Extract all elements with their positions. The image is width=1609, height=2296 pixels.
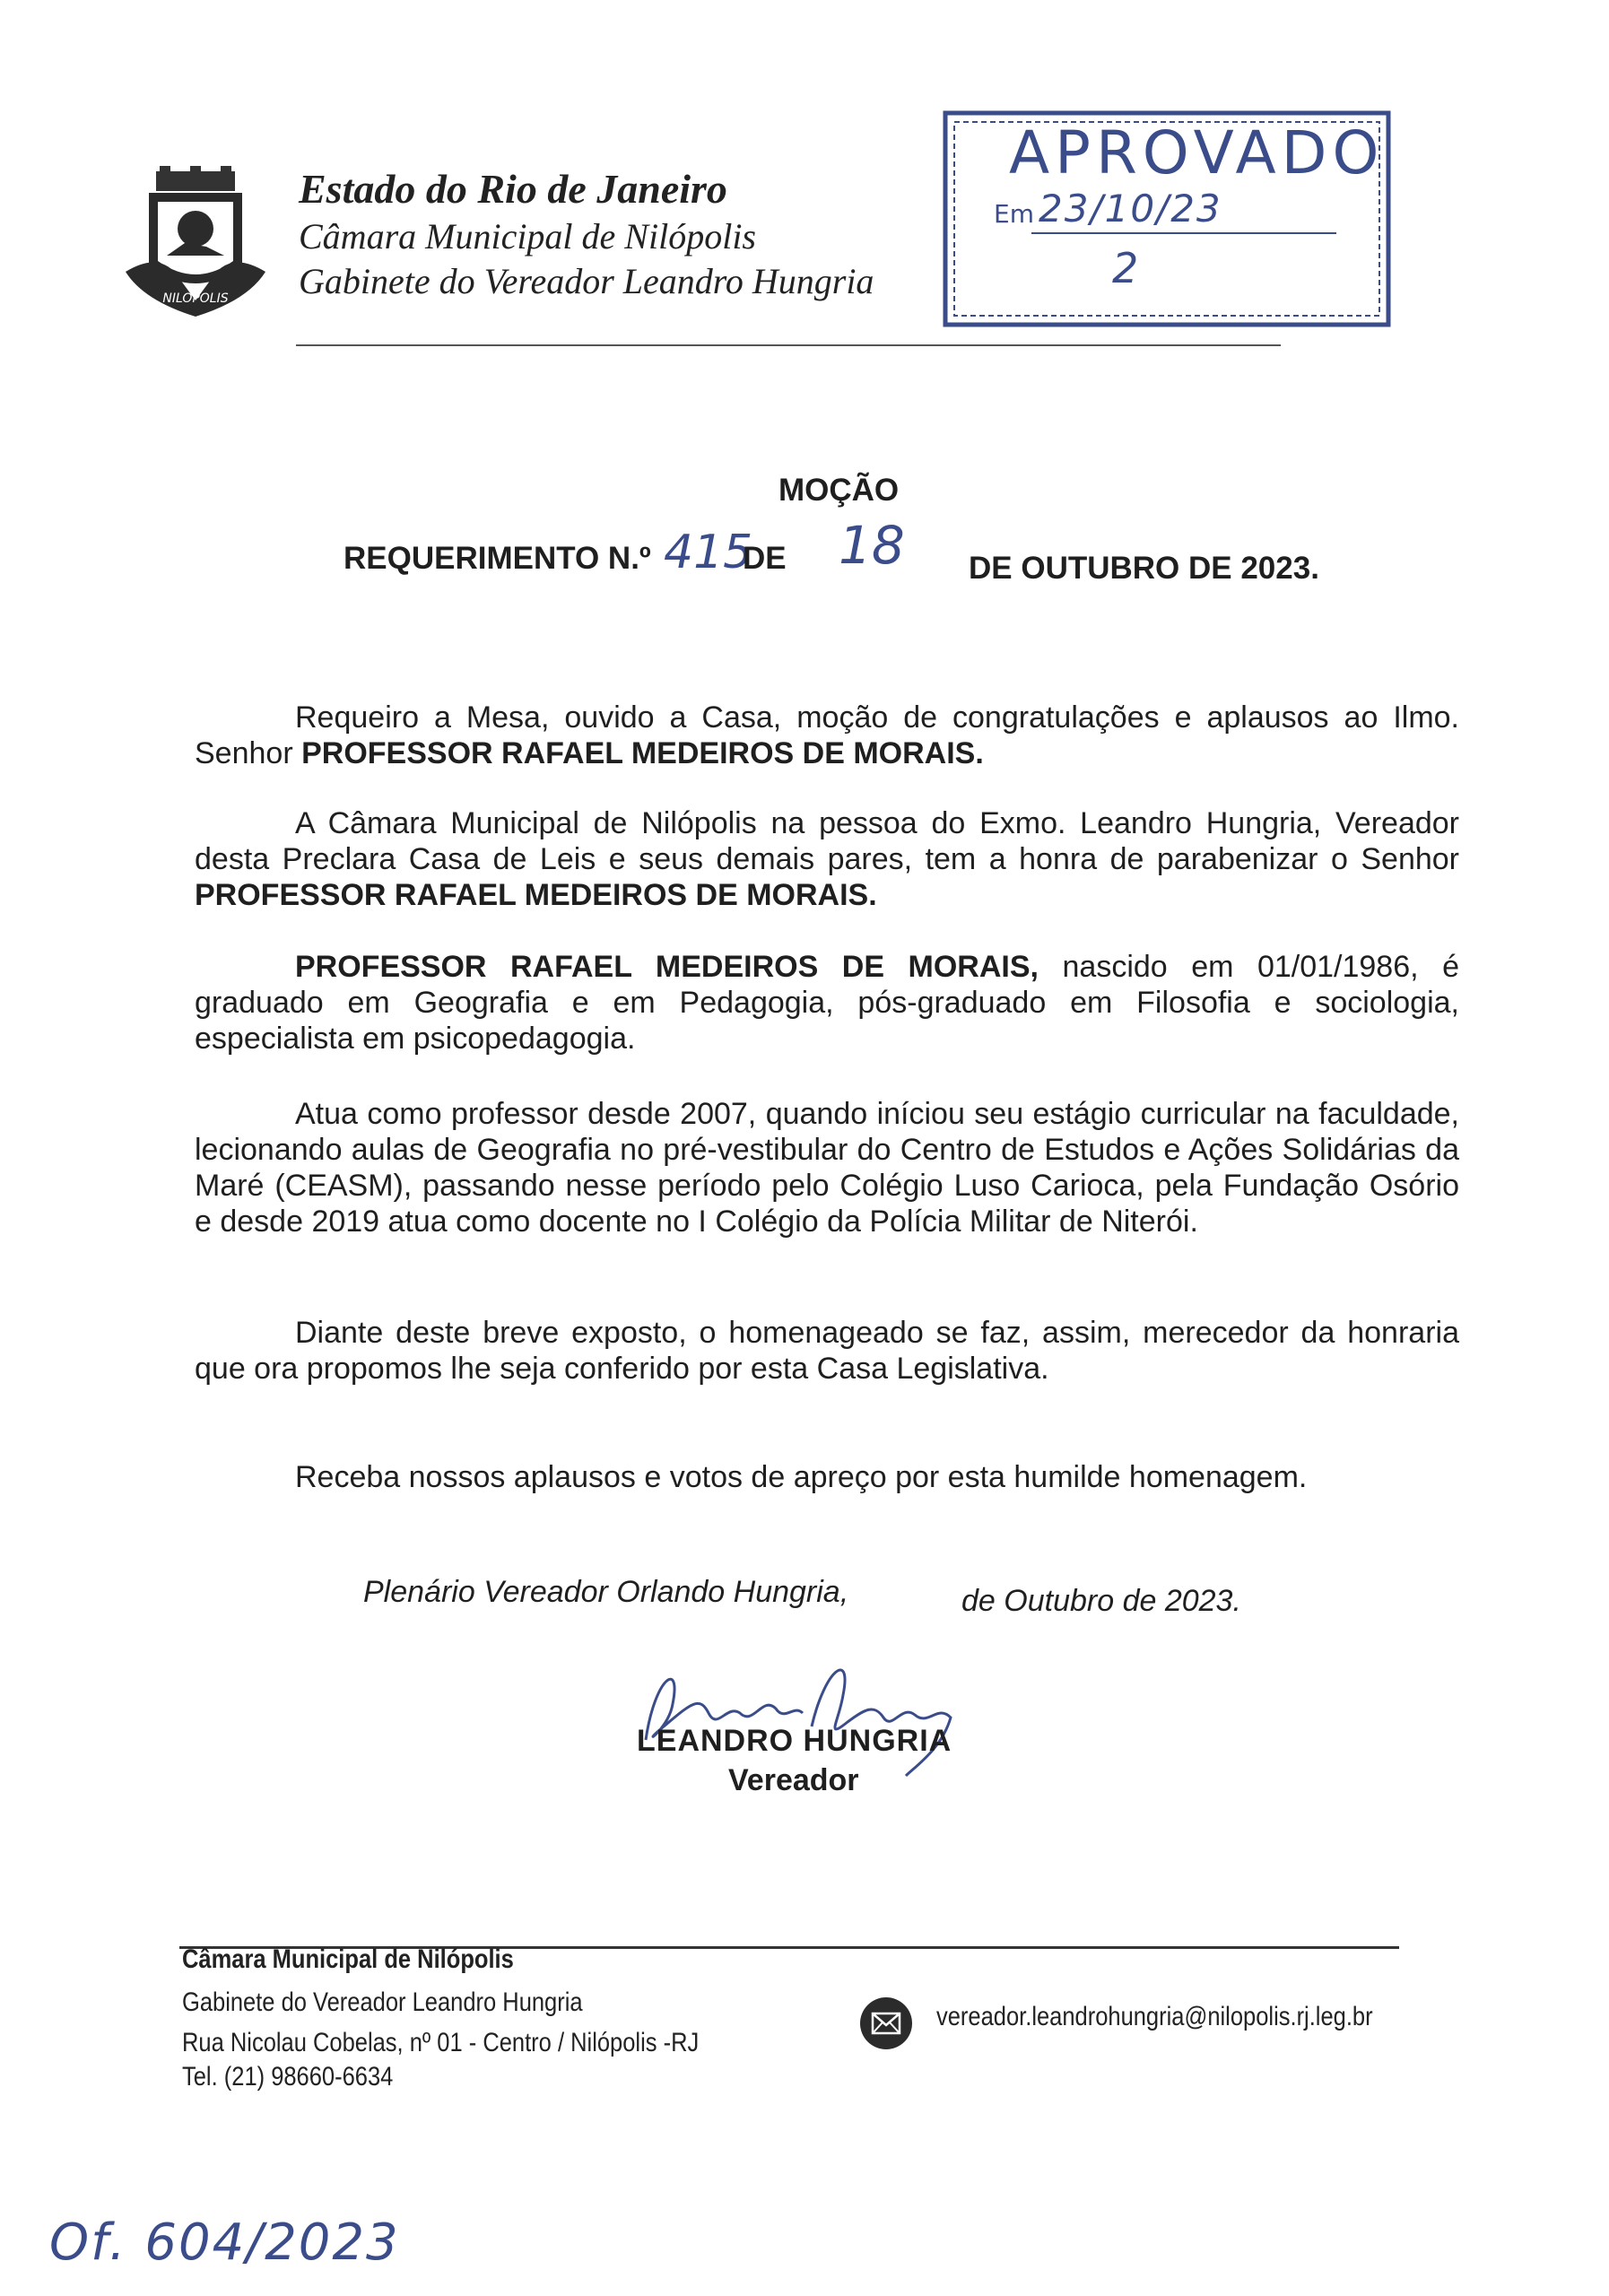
- footer-phone: Tel. (21) 98660-6634: [182, 2062, 394, 2092]
- requerimento-label: REQUERIMENTO N.º: [344, 541, 651, 576]
- paragraph-request: Requeiro a Mesa, ouvido a Casa, moção de congratulações e aplausos ao Ilmo. Senhor PROFESSOR RAFAEL MEDEIROS DE MORAIS.: [195, 700, 1459, 770]
- footer-email: vereador.leandrohungria@nilopolis.rj.leg.br: [936, 2002, 1373, 2031]
- paragraph-biography: PROFESSOR RAFAEL MEDEIROS DE MORAIS, nascido em 01/01/1986, é graduado em Geografia e em Pedagogia, pós-graduado em Filosofia e sociologia, especialista em psicopedagogia.: [195, 950, 1460, 1056]
- signatory-name: LEANDRO HUNGRIA: [637, 1724, 952, 1758]
- office-name: Gabinete do Vereador Leandro Hungria: [299, 261, 874, 301]
- envelope-icon: [859, 1996, 913, 2050]
- municipal-crest-logo: [122, 166, 269, 318]
- stamp-sequence: 2: [1112, 244, 1139, 292]
- paragraph-chamber: A Câmara Municipal de Nilópolis na pessoa do Exmo. Leandro Hungria, Vereador desta Preclara Casa de Leis e seus demais pares, tem a honra de parabenizar o Senhor PROFESSOR RAFAEL MEDEIROS DE MORAIS.: [195, 806, 1459, 912]
- stamp-date: 23/10/23: [1039, 187, 1222, 230]
- requerimento-number: 415: [664, 526, 753, 579]
- signatory-role: Vereador: [728, 1763, 859, 1797]
- footer-chamber: Câmara Municipal de Nilópolis: [182, 1944, 514, 1974]
- handwritten-office-number: Of. 604/2023: [49, 2213, 400, 2272]
- crest-text: NILOPOLIS: [162, 291, 229, 306]
- closing-date: de Outubro de 2023.: [961, 1584, 1241, 1618]
- handwritten-signature: [619, 1641, 978, 1780]
- state-name: Estado do Rio de Janeiro: [299, 166, 727, 212]
- requerimento-de: DE: [743, 541, 787, 576]
- stamp-approved-word: APROVADO: [1009, 118, 1385, 187]
- document-title: MOÇÃO: [778, 473, 900, 508]
- requerimento-day: 18: [839, 515, 905, 576]
- footer-office: Gabinete do Vereador Leandro Hungria: [182, 1987, 583, 2017]
- paragraph-career: Atua como professor desde 2007, quando iníciou seu estágio curricular na faculdade, lecionando aulas de Geografia no pré-vestibular do Centro de Estudos e Ações Solidárias da Maré (CEASM), passando nesse período pelo Colégio Luso Carioca, pela Fundação Osório e desde 2019 atua como docente no I Colégio da Polícia Militar de Niterói.: [195, 1097, 1459, 1239]
- chamber-name: Câmara Municipal de Nilópolis: [299, 216, 756, 257]
- paragraph-applause: Receba nossos aplausos e votos de apreço por esta humilde homenagem.: [295, 1460, 1308, 1494]
- paragraph-conclusion: Diante deste breve exposto, o homenageado se faz, assim, merecedor da honraria que ora propomos lhe seja conferido por esta Casa Legislativa.: [195, 1316, 1459, 1386]
- footer-address: Rua Nicolau Cobelas, nº 01 - Centro / Nilópolis -RJ: [182, 2028, 700, 2057]
- requerimento-date: DE OUTUBRO DE 2023.: [969, 551, 1319, 586]
- closing-place: Plenário Vereador Orlando Hungria,: [363, 1575, 849, 1609]
- stamp-em-label: Em: [994, 199, 1034, 229]
- header-divider: [296, 344, 1281, 346]
